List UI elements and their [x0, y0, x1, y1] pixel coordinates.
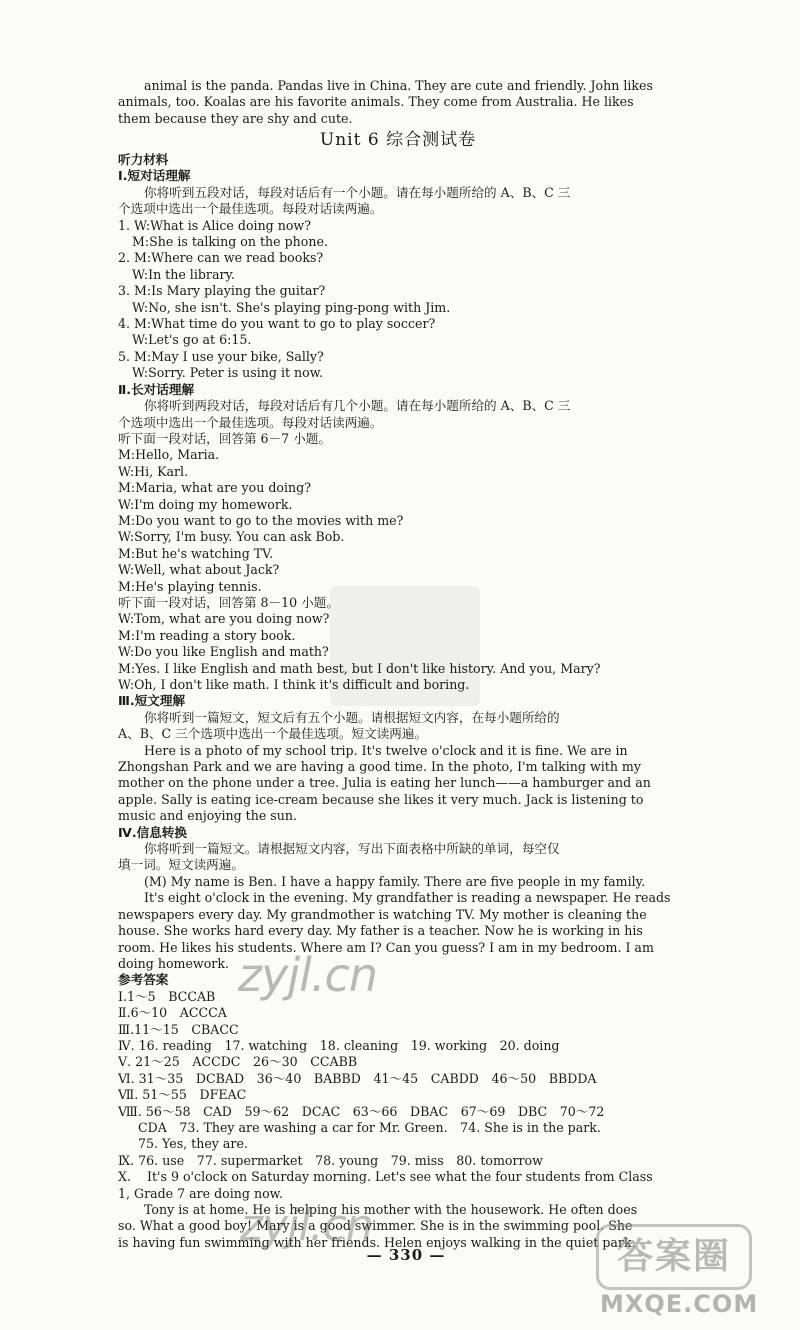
logo-site-name: MXQE.COM	[600, 1290, 759, 1318]
dialogue-line: M:Maria, what are you doing?	[118, 480, 311, 496]
dialogue-line: 5. M:May I use your bike, Sally?	[118, 348, 324, 364]
dialogue-line: W:Sorry, I'm busy. You can ask Bob.	[118, 529, 345, 545]
instruction-line: 个选项中选出一个最佳选项。每段对话读两遍。	[118, 414, 383, 430]
dialogue-line: W:Hi, Karl.	[118, 463, 189, 479]
instruction-line: A、B、C 三个选项中选出一个最佳选项。短文读两遍。	[118, 726, 428, 742]
instruction-line: 你将听到一篇短文，短文后有五个小题。请根据短文内容，在每小题所给的	[144, 709, 560, 725]
answer-line: Ⅰ.1～5 BCCAB	[118, 988, 216, 1004]
dialogue-line: W:Tom, what are you doing now?	[118, 611, 330, 627]
dialogue-line: W:I'm doing my homework.	[118, 496, 293, 512]
passage-line: so. What a good boy! Mary is a good swimmer. She is in the swimming pool. She	[118, 1218, 633, 1234]
answer-line: Ⅳ. 16. reading 17. watching 18. cleaning 19. working 20. doing	[118, 1037, 560, 1053]
passage-line: Here is a photo of my school trip. It's twelve o'clock and it is fine. We are in	[144, 742, 628, 758]
dialogue-line: W:Let's go at 6:15.	[132, 332, 252, 348]
passage-line: doing homework.	[118, 955, 229, 971]
instruction-line: 你将听到五段对话，每段对话后有一个小题。请在每小题所给的 A、B、C 三	[144, 184, 571, 200]
answer-line: Ⅲ.11～15 CBACC	[118, 1021, 239, 1037]
passage-line: is having fun swimming with her friends. Helen enjoys walking in the quiet park.	[118, 1234, 636, 1250]
answer-line: CDA 73. They are washing a car for Mr. Green. 74. She is in the park.	[138, 1119, 601, 1135]
section-heading: Ⅰ.短对话理解	[118, 168, 191, 184]
dialogue-line: 3. M:Is Mary playing the guitar?	[118, 283, 326, 299]
passage-line: house. She works hard every day. My father is a teacher. Now he is working in his	[118, 923, 643, 939]
instruction-line: 你将听到一篇短文。请根据短文内容，写出下面表格中所缺的单词，每空仅	[144, 841, 560, 857]
dialogue-line: M:Yes. I like English and math best, but I don't like history. And you, Mary?	[118, 660, 601, 676]
site-logo	[596, 1224, 792, 1324]
text-line: animals, too. Koalas are his favorite animals. They come from Australia. He likes	[118, 94, 634, 110]
instruction-line: 个选项中选出一个最佳选项。每段对话读两遍。	[118, 201, 383, 217]
instruction-line: 填一词。短文读两遍。	[118, 857, 244, 873]
passage-line: Tony is at home. He is helping his mother with the housework. He often does	[144, 1202, 638, 1217]
unit-title: Unit 6 综合测试卷	[319, 130, 477, 150]
text-line: animal is the panda. Pandas live in China. They are cute and friendly. John likes	[144, 78, 653, 93]
passage-line: 1, Grade 7 are doing now.	[118, 1185, 283, 1201]
instruction-line: 你将听到两段对话，每段对话后有几个小题。请在每小题所给的 A、B、C 三	[144, 398, 571, 414]
passage-line: (M) My name is Ben. I have a happy family. There are five people in my family.	[144, 873, 646, 889]
section-heading: Ⅳ.信息转换	[118, 824, 187, 840]
passage-line: music and enjoying the sun.	[118, 808, 297, 824]
dialogue-line: M:He's playing tennis.	[118, 578, 262, 594]
dialogue-line: 1. W:What is Alice doing now?	[118, 217, 311, 233]
dialogue-line: W:No, she isn't. She's playing ping-pong with Jim.	[132, 299, 451, 315]
answer-line: Ⅵ. 31～35 DCBAD 36～40 BABBD 41～45 CABDD 46～50 BBDDA	[118, 1070, 597, 1086]
dialogue-line: W:Sorry. Peter is using it now.	[132, 365, 324, 381]
section10-first-line	[118, 1169, 678, 1185]
watermark-text: zyjl.cn	[240, 1200, 373, 1251]
section10-label: Ⅹ.	[118, 1169, 131, 1185]
dialogue-line: W:Oh, I don't like math. I think it's difficult and boring.	[118, 677, 470, 692]
passage-line: It's 9 o'clock on Saturday morning. Let's see what the four students from Class	[147, 1169, 653, 1185]
dialogue-line: W:Well, what about Jack?	[118, 562, 280, 578]
passage-line: mother on the phone under a tree. Julia is eating her lunch——a hamburger and an	[118, 775, 651, 791]
passage-line: It's eight o'clock in the evening. My grandfather is reading a newspaper. He reads	[144, 890, 671, 906]
section-heading: Ⅲ.短文理解	[118, 693, 186, 709]
dialogue-line: M:Do you want to go to the movies with me?	[118, 512, 404, 528]
logo-badge: 答案圈	[596, 1224, 752, 1290]
passage-line: room. He likes his students. Where am I? Can you guess? I am in my bedroom. I am	[118, 939, 654, 955]
dialogue-line: M:But he's watching TV.	[118, 545, 274, 561]
answers-heading: 参考答案	[118, 972, 169, 988]
dialogue-line: M:I'm reading a story book.	[118, 627, 296, 643]
answer-line: Ⅸ. 76. use 77. supermarket 78. young 79. miss 80. tomorrow	[118, 1152, 543, 1168]
passage-line: Zhongshan Park and we are having a good time. In the photo, I'm talking with my	[118, 759, 641, 775]
dialogue-line: W:Do you like English and math?	[118, 644, 329, 660]
dialogue-line: W:In the library.	[132, 266, 235, 282]
answer-line: 75. Yes, they are.	[138, 1136, 248, 1152]
dialogue-line: M:Hello, Maria.	[118, 447, 220, 463]
intro-paragraph	[118, 78, 678, 127]
page-number: — 330 —	[366, 1246, 446, 1264]
passage-line: newspapers every day. My grandmother is watching TV. My mother is cleaning the	[118, 906, 647, 922]
answer-line: Ⅷ. 56～58 CAD 59～62 DCAC 63～66 DBAC 67～69 DBC 70～72	[118, 1103, 605, 1119]
dialogue-line: 4. M:What time do you want to go to play soccer?	[118, 316, 436, 332]
passage-line: apple. Sally is eating ice-cream because she likes it very much. Jack is listening to	[118, 791, 644, 807]
watermark-text: zyjl.cn	[238, 948, 377, 1002]
dialogue-prompt: 听下面一段对话，回答第 8－10 小题。	[118, 594, 339, 610]
answer-line: Ⅴ. 21～25 ACCDC 26～30 CCABB	[118, 1054, 358, 1070]
dialogue-line: 2. M:Where can we read books?	[118, 250, 324, 266]
answer-line: Ⅱ.6～10 ACCCA	[118, 1005, 227, 1021]
answer-line: Ⅶ. 51～55 DFEAC	[118, 1087, 247, 1103]
dialogue-prompt: 听下面一段对话，回答第 6－7 小题。	[118, 430, 331, 446]
dialogue-line: M:She is talking on the phone.	[132, 234, 328, 250]
listening-heading: 听力材料	[118, 152, 169, 167]
text-line: them because they are shy and cute.	[118, 110, 353, 126]
listening-material	[118, 152, 678, 1251]
section-heading: Ⅱ.长对话理解	[118, 381, 195, 397]
